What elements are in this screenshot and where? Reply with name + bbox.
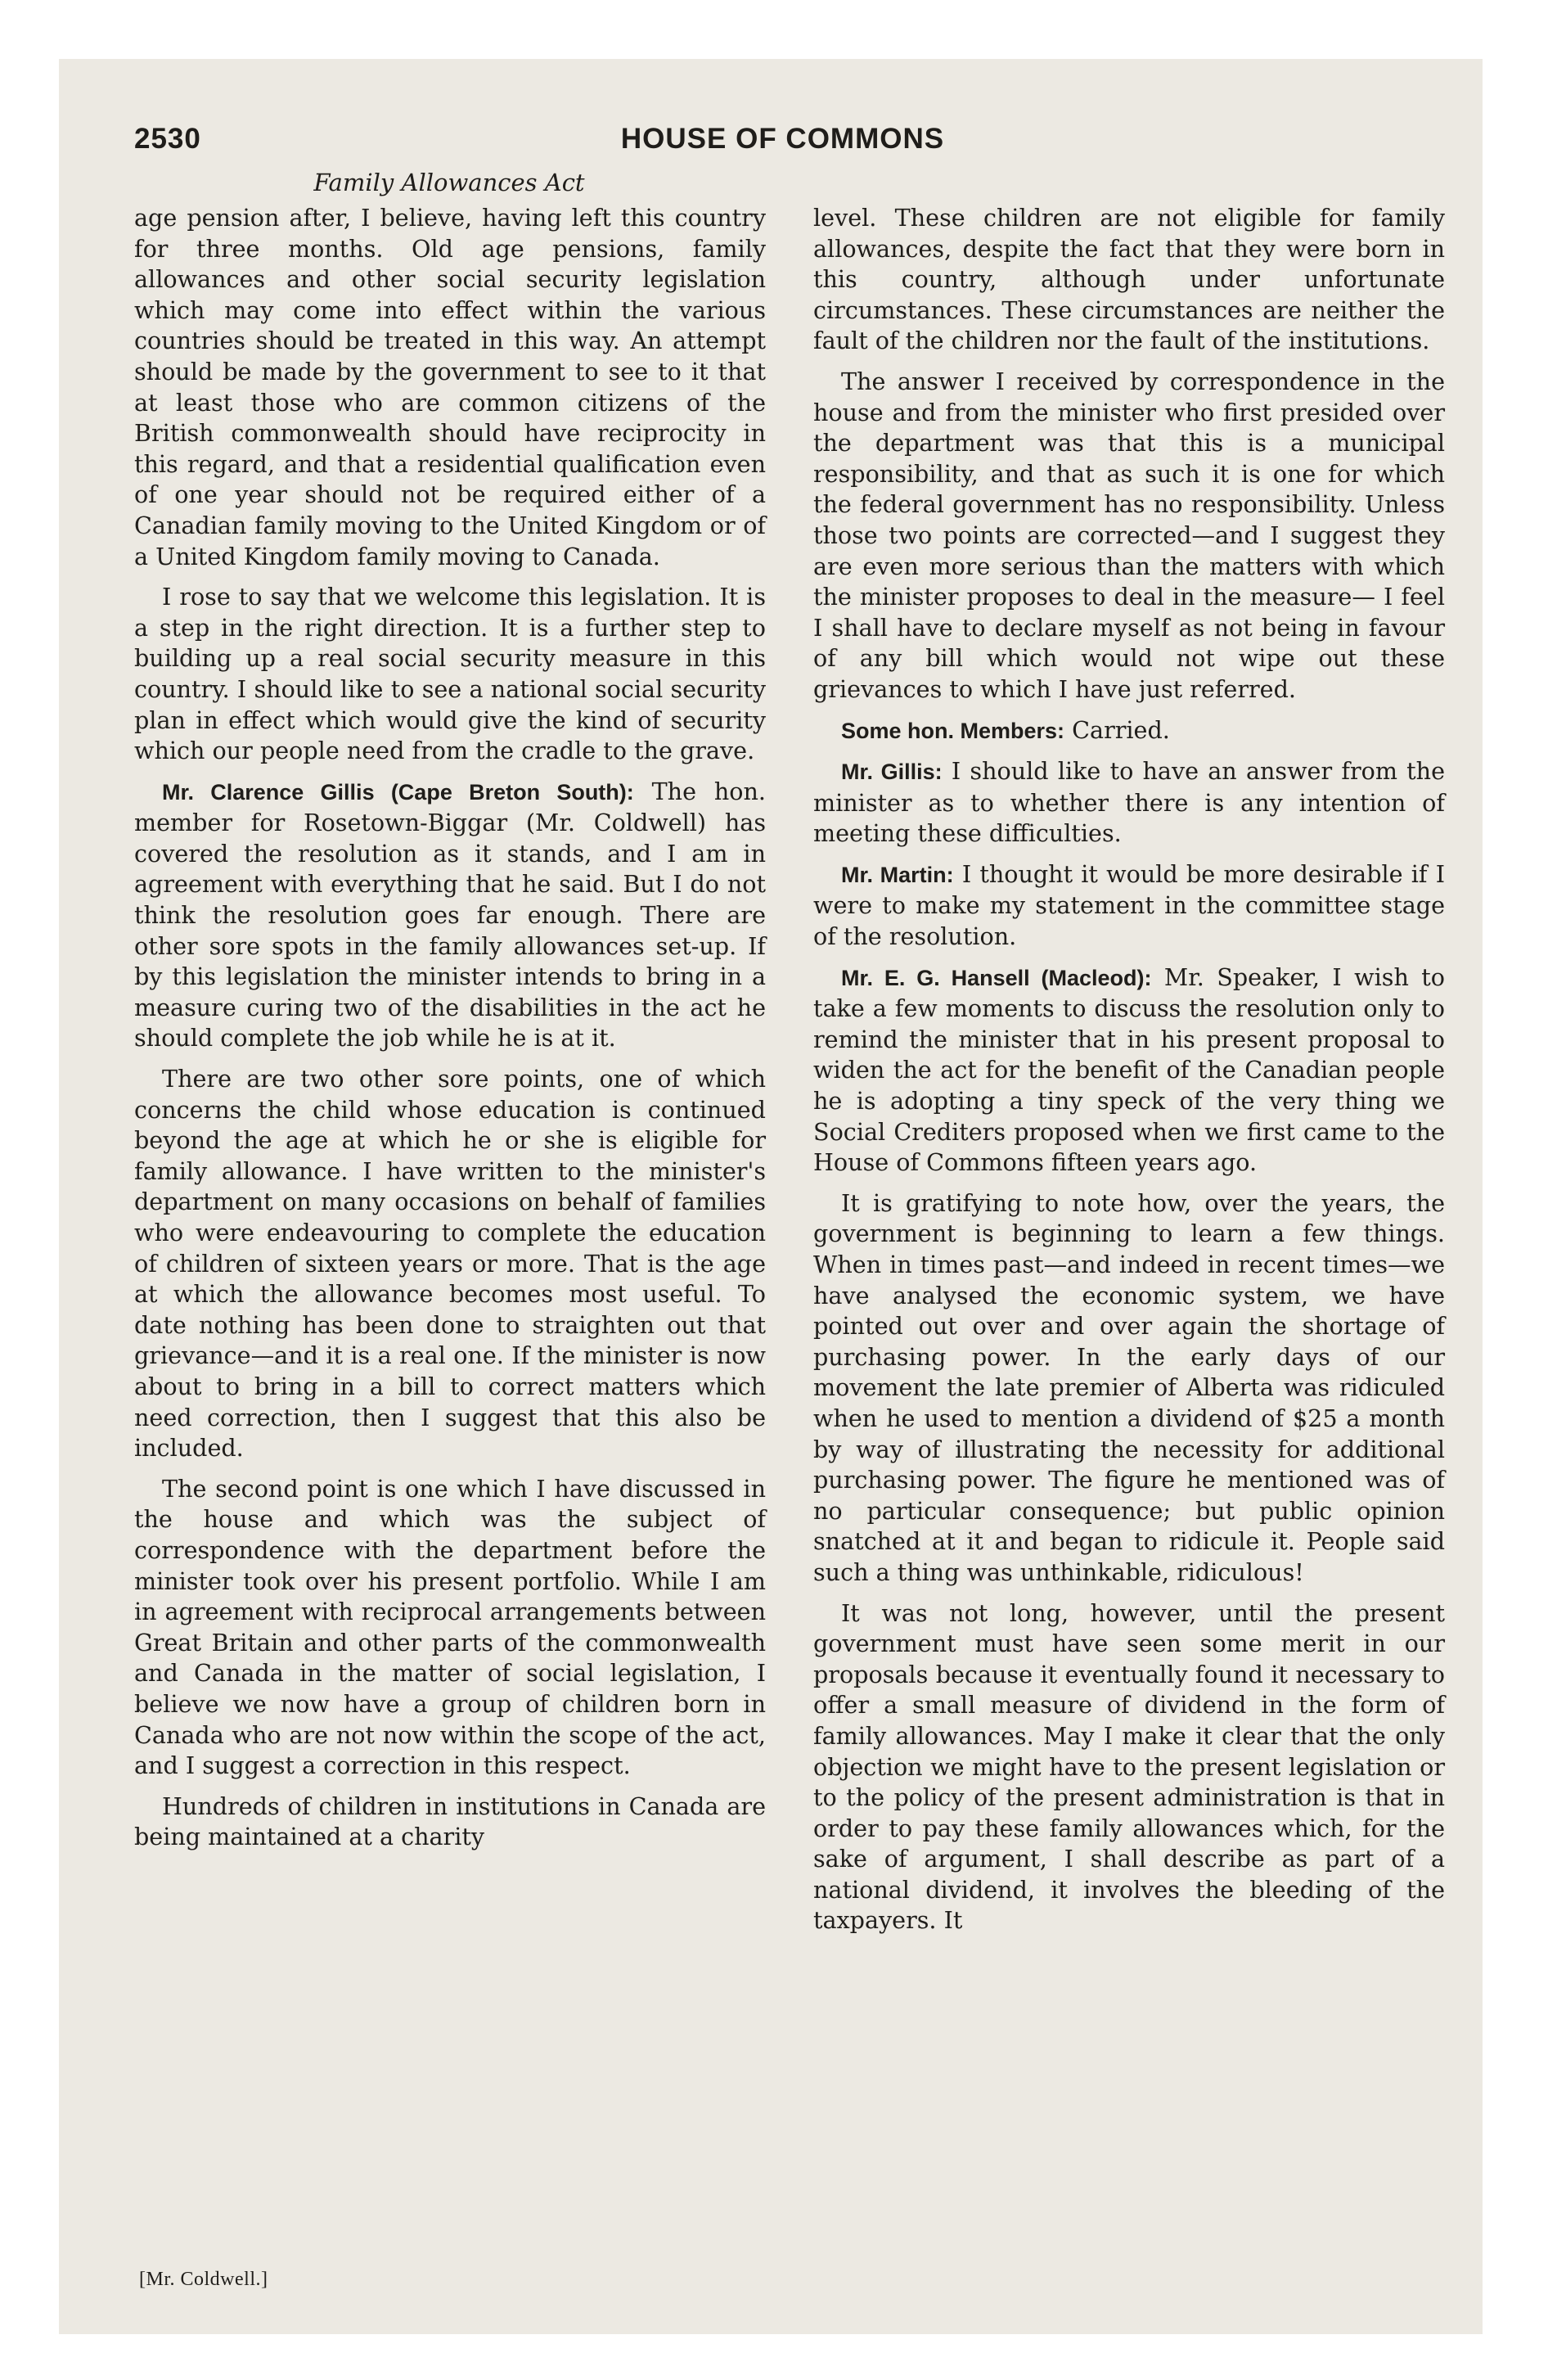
running-head: HOUSE OF COMMONS xyxy=(620,123,945,155)
speech-text: The hon. member for Rosetown-Biggar (Mr. Coldwell) has covered the resolution as it stands, and I am in agreement with everything that he said. But I do not think the resolution goes far enough. There are other sore spots in the family allowances set-up. If by this legislation the minister intends to bring in a measure curing two of the disabilities in the act he should complete the job while he is at it. xyxy=(134,777,766,1053)
page-number: 2530 xyxy=(134,123,201,155)
paragraph: It is gratifying to note how, over the years, the government is beginning to learn a few things. When in times past—and indeed in recent times—we have analysed the economic system, we have pointed out over and over again the shortage of purchasing power. In the early days of our movement the late premier of Alberta was ridiculed when he used to mention a dividend of $25 a month by way of illustrating the necessity for additional purchasing power. The figure he mentioned was of no particular consequence; but public opinion snatched at it and began to ridicule it. People said such a thing was unthinkable, ridiculous! xyxy=(813,1188,1445,1586)
speech-paragraph xyxy=(813,715,1445,747)
paragraph: Hundreds of children in institutions in Canada are being maintained at a charity xyxy=(134,1792,766,1851)
paragraph: The second point is one which I have discussed in the house and which was the subject of correspondence with the department before the minister took over his present portfolio. While I am in agreement with reciprocal arrangements between Great Britain and other parts of the commonwealth and Canada in the matter of social legislation, I believe we now have a group of children born in Canada who are not now within the scope of the act, and I suggest a correction in this respect. xyxy=(134,1474,766,1780)
speaker-name: Mr. E. G. Hansell (Macleod): xyxy=(841,965,1152,990)
speech-paragraph xyxy=(813,962,1445,1179)
speaker-name: Mr. Clarence Gillis (Cape Breton South): xyxy=(162,779,634,805)
paragraph: There are two other sore points, one of which concerns the child whose education is continued beyond the age at which he or she is eligible for family allowance. I have written to the minister's department on many occasions on behalf of families who were endeavouring to complete the education of children of sixteen years or more. That is the age at which the allowance becomes most useful. To date nothing has been done to straighten out that grievance—and it is a real one. If the minister is now about to bring in a bill to correct matters which need correction, then I suggest that this also be included. xyxy=(134,1065,766,1463)
page-header xyxy=(134,123,1431,172)
paragraph: It was not long, however, until the present government must have seen some merit in our proposals because it eventually found it necessary to offer a small measure of dividend in the form of family allowances. May I make it clear that the only objection we might have to the present legislation or to the policy of the present administration is that in order to pay these family allowances which, for the sake of argument, I shall describe as part of a national dividend, it involves the bleeding of the taxpayers. It xyxy=(813,1598,1445,1935)
speech-paragraph xyxy=(813,859,1445,953)
speaker-name: Mr. Gillis: xyxy=(841,760,943,785)
speech-text: Mr. Speaker, I wish to take a few moments to discuss the resolution only to remind the minister that in his present proposal to widen the act for the benefit of the Canadian people he is adopting a tiny speck of the very thing we Social Crediters proposed when we first came to the House of Commons fifteen years ago. xyxy=(813,962,1446,1177)
paragraph: The answer I received by correspondence in the house and from the minister who first presided over the department was that this is a municipal responsibility, and that as such it is one for which the federal government has no responsibility. Unless those two points are corrected—and I suggest they are even more serious than the matters with which the minister proposes to deal in the measure— I feel I shall have to declare myself as not being in favour of any bill which would not wipe out these grievances to which I have just referred. xyxy=(813,367,1445,703)
speaker-name: Mr. Martin: xyxy=(841,862,954,887)
right-column xyxy=(813,203,1445,1946)
left-column xyxy=(134,203,766,1863)
speaker-name: Some hon. Members: xyxy=(841,718,1065,743)
speech-paragraph xyxy=(813,756,1445,850)
paragraph: level. These children are not eligible for family allowances, despite the fact that they were born in this country, although under unfortunate circumstances. These circumstances are neither the fault of the children nor the fault of the institutions. xyxy=(813,204,1445,355)
section-subhead: Family Allowances Act xyxy=(313,169,585,196)
document-page xyxy=(59,59,1483,2334)
speech-text: Carried. xyxy=(1072,715,1170,744)
speech-paragraph xyxy=(134,777,766,1054)
paragraph: age pension after, I believe, having left this country for three months. Old age pensions, family allowances and other social security legislation which may come into effect within the various countries should be treated in this way. An attempt should be made by the government to see to it that at least those who are common citizens of the British commonwealth should have reciprocity in this regard, and that a residential qualification even of one year should not be required either of a Canadian family moving to the United Kingdom or of a United Kingdom family moving to Canada. xyxy=(134,204,766,570)
speech-text: I should like to have an answer from the minister as to whether there is any intention of meeting these difficulties. xyxy=(813,757,1446,848)
speech-text: I thought it would be more desirable if I were to make my statement in the committee stage of the resolution. xyxy=(813,859,1445,951)
footer-note: [Mr. Coldwell.] xyxy=(139,2269,268,2290)
paragraph: I rose to say that we welcome this legislation. It is a step in the right direction. It is a further step to building up a real social security measure in this country. I should like to see a national social security plan in effect which would give the kind of security which our people need from the cradle to the grave. xyxy=(134,583,766,765)
